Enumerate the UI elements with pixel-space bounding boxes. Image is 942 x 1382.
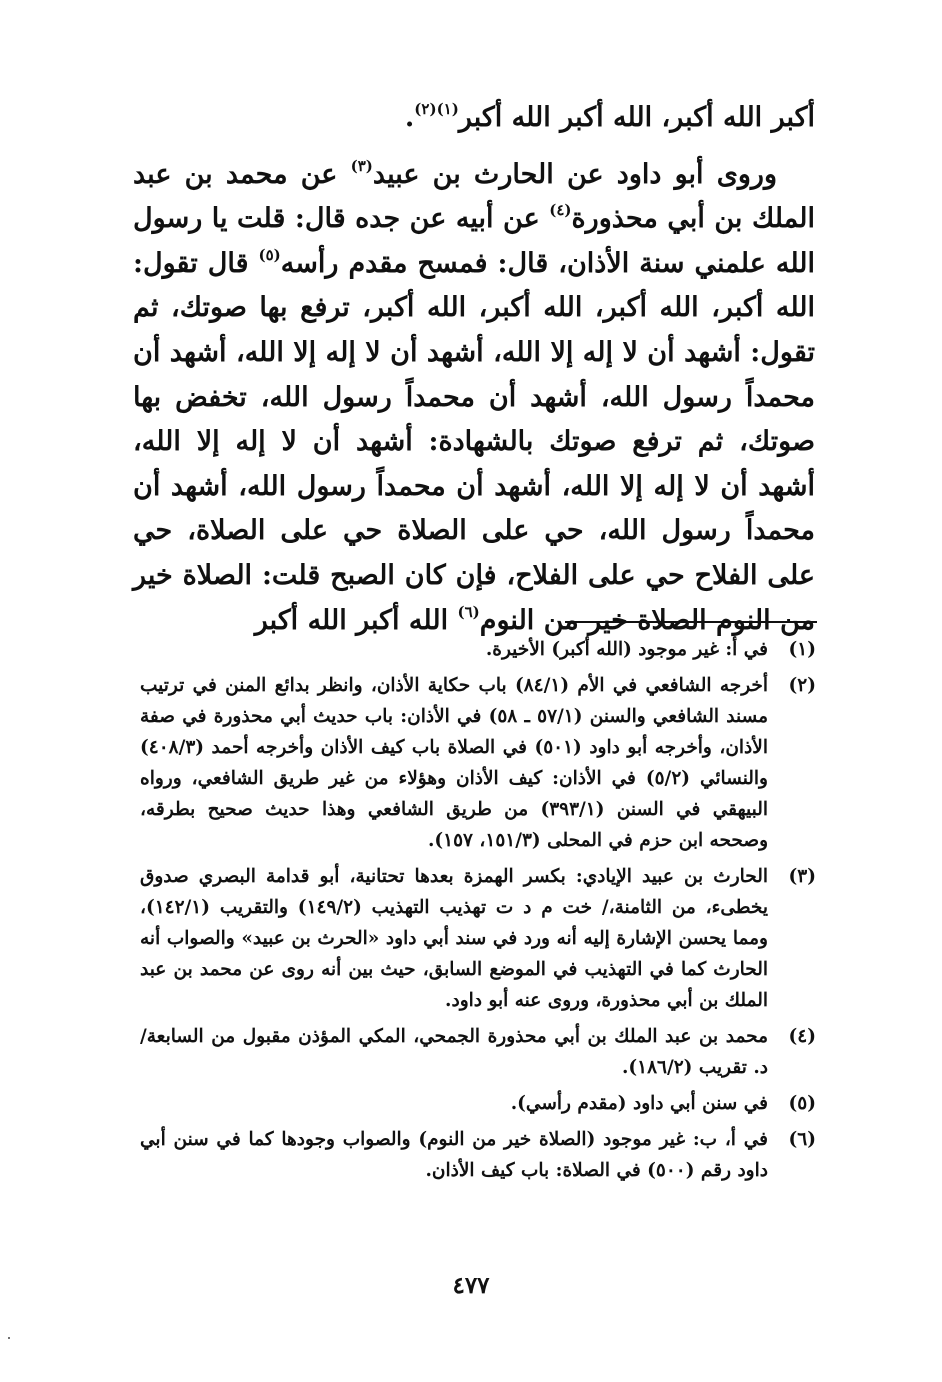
footnote-number: (٤) (788, 1026, 816, 1047)
main-text (133, 96, 815, 643)
main-paragraph-2 (133, 153, 815, 644)
paragraph-2-seg-1: وروى أبو داود عن الحارث بن عبيد (372, 158, 777, 190)
footnote-text: في أ، ب: غير موجود (الصلاة خير من النوم) والصواب وجودها كما في سنن أبي داود رقم (٥٠٠) في الصلاة: باب كيف الأذان. (140, 1129, 768, 1181)
footnote-number: (٥) (788, 1093, 816, 1114)
footnotes (140, 634, 816, 1191)
paragraph-1-text: أكبر الله أكبر، الله أكبر الله أكبر (458, 102, 815, 133)
footnote-ref-5: (٥) (258, 245, 281, 264)
footnote-number: (٣) (788, 866, 816, 887)
footnote-number: (٦) (788, 1129, 816, 1150)
paragraph-2-seg-4: قال تقول: الله أكبر، الله أكبر، الله أكبر، الله أكبر، ترفع بها صوتك، ثم تقول: أشهد أن لا إله إلا الله، أشهد أن لا إله إلا الله، أشهد أن محمداً رسول الله، أشهد أن محمداً رسول الله، تخفض بها صوتك، ثم ترفع صوتك بالشهادة: أشهد أن لا إله إلا الله، أشهد أن لا إله إلا الله، أشهد أن محمداً رسول الله، أشهد أن محمداً رسول الله، حي على الصلاة حي على الصلاة، حي على الفلاح حي على الفلاح، فإن كان الصبح قلت: الصلاة خير من النوم الصلاة خير من النوم (133, 247, 815, 636)
footnote-text: في سنن أبي داود (مقدم رأسي). (510, 1093, 768, 1114)
footnote-item (140, 634, 816, 665)
paragraph-2-seg-3: عن أبيه عن جده قال: قلت يا رسول الله علمني سنة الأذان، قال: فمسح مقدم رأسه (133, 203, 815, 279)
footnote-item (140, 1021, 816, 1083)
footnote-text: محمد بن عبد الملك بن أبي محذورة الجمحي، المكي المؤذن مقبول من السابعة/ د. تقريب (١٨٦/٢). (140, 1026, 768, 1078)
scan-speck (8, 1337, 10, 1339)
paragraph-1-tail: . (404, 102, 415, 133)
footnote-text: أخرجه الشافعي في الأم (٨٤/١) باب حكاية الأذان، وانظر بدائع المنن في ترتيب مسند الشافعي والسنن (٥٧/١ ـ ٥٨) في الأذان: باب حديث أبي محذورة في صفة الأذان، وأخرجه أبو داود (٥٠١) في الصلاة باب كيف الأذان وأخرجه أحمد (٤٠٨/٣) والنسائي (٥/٢) في الأذان: كيف الأذان وهؤلاء من غير طريق الشافعي، ورواه البيهقي في السنن (٣٩٣/١) من طريق الشافعي وهذا حديث صحيح بطرقه، وصححه ابن حزم في المحلى (١٥١/٣، ١٥٧). (140, 675, 769, 851)
footnote-number: (٢) (788, 675, 816, 696)
paragraph-2-seg-5: الله أكبر الله أكبر (254, 604, 458, 636)
page-number: ٤٧٧ (452, 1272, 490, 1299)
footnote-ref-3: (٣) (350, 156, 373, 175)
footnote-ref-1-2: (١)(٢) (414, 100, 459, 118)
footnote-ref-4: (٤) (549, 201, 572, 220)
paragraph-2-seg-2: عن محمد بن عبد الملك بن أبي محذورة (133, 158, 816, 235)
footnote-ref-6: (٦) (457, 602, 480, 621)
main-paragraph-1 (133, 96, 815, 141)
footnote-item (140, 861, 816, 1016)
footnote-text: الحارث بن عبيد الإيادي: بكسر الهمزة بعدها تحتانية، أبو قدامة البصري صدوق يخطىء، من الثامنة،/ خت م د ت تهذيب التهذيب (١٤٩/٢) والتقريب (١٤٢/١)، ومما يحسن الإشارة إليه أنه ورد في سند أبي داود «الحرث بن عبيد» والصواب أنه الحارث كما في التهذيب في الموضع السابق، حيث بين أنه روى عن محمد بن عبد الملك بن أبي محذورة، وروى عنه أبو داود. (140, 866, 769, 1011)
footnote-item (140, 1088, 816, 1119)
footnote-text: في أ: غير موجود (الله أكبر) الأخيرة. (485, 639, 768, 660)
footnote-number: (١) (788, 639, 816, 660)
footnote-item (140, 1124, 816, 1186)
footnote-divider (565, 621, 817, 623)
footnote-item (140, 670, 816, 856)
